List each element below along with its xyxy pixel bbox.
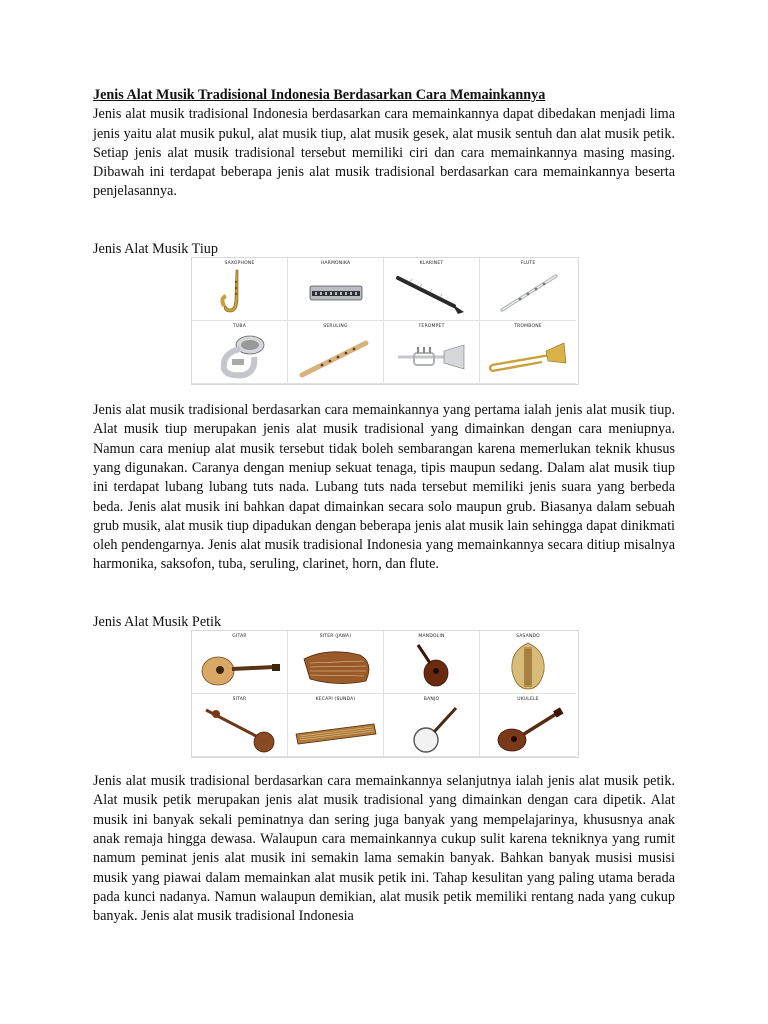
figure-label: SAXOPHONE [224, 261, 255, 267]
figure-cell-gitar [192, 631, 288, 694]
figure-cell-kecapi [288, 694, 384, 757]
trombone-illustration [480, 331, 576, 383]
figure-label: FLUTE [520, 261, 536, 267]
document-title: Jenis Alat Musik Tradisional Indonesia Berdasarkan Cara Memainkannya [93, 87, 546, 103]
figure-cell-sasando [480, 631, 576, 694]
figure-label: MANDOLIN [418, 634, 445, 640]
section-heading-tiup: Jenis Alat Musik Tiup [93, 240, 218, 257]
figure-label: TUBA [232, 324, 246, 330]
figure-label: UKULELE [517, 697, 539, 703]
string-instruments-figure [191, 630, 579, 758]
ukulele-illustration [480, 704, 576, 756]
kecapi-illustration [288, 704, 384, 756]
figure-cell-siter [288, 631, 384, 694]
figure-cell-ukulele [480, 694, 576, 757]
figure-cell-banjo [384, 694, 480, 757]
figure-cell-sitar [192, 694, 288, 757]
figure-label: HARMONIKA [320, 261, 351, 267]
wind-instruments-figure [191, 257, 579, 385]
saxophone-illustration [192, 268, 288, 320]
tiup-paragraph: Jenis alat musik tradisional berdasarkan cara memainkannya yang pertama ialah jenis alat musik tiup. Alat musik tiup merupakan jenis alat musik tradisional yang dimainkan dengan cara meniupnya. Namun cara meniup alat musik tersebut tidak boleh sembarangan karena memerlukan teknik khusus yang digunakan. Caranya dengan meniup sekuat tenaga, tipis maupun sedang. Dalam alat musik tiup ini terdapat lubang lubang tuts nada. Lubang tuts nada tersebut memiliki jenis suara yang berbeda beda. Jenis alat musik ini bahkan dapat dimainkan secara solo maupun grub. Biasanya dalam sebuah grub musik, alat musik tiup dipadukan dengan beberapa jenis alat musik lain sehingga dapat dinikmati oleh pendengarnya. Jenis alat musik tradisional Indonesia yang memainkannya secara ditiup misalnya harmonika, saksofon, tuba, seruling, clarinet, horn, dan flute. [93, 402, 675, 573]
section-heading-petik: Jenis Alat Musik Petik [93, 613, 222, 630]
figure-label: SERULING [323, 324, 348, 330]
siter-illustration [288, 641, 384, 693]
figure-cell-tuba [192, 321, 288, 384]
figure-cell-harmonika [288, 258, 384, 321]
mandolin-illustration [384, 641, 480, 693]
harmonica-illustration [288, 268, 384, 320]
figure-label: KECAPI (SUNDA) [315, 697, 356, 703]
figure-label: TEROMPET [418, 324, 445, 330]
petik-paragraph: Jenis alat musik tradisional berdasarkan cara memainkannya selanjutnya ialah jenis alat musik petik. Alat musik petik merupakan jenis alat musik tradisional yang dimainkan dengan cara dipetik. Alat musik ini banyak sekali peminatnya dan sering juga banyak yang mempelajarinya, khususnya anak anak remaja hingga dewasa. Walaupun cara memainkannya cukup sulit karena tekniknya yang rumit namum peminat jenis alat musik ini semakin lama semakin banyak. Bahkan banyak musisi musisi musik yang piawai dalam memainkan alat musik petik ini. Tahap kesulitan yang paling utama berada pada kunci nadanya. Namun walaupun demikian, alat musik petik memiliki rentang nada yang cukup banyak. Jenis alat musik tradisional Indonesia [93, 773, 675, 925]
figure-cell-saxophone [192, 258, 288, 321]
figure-label: KLARINET [419, 261, 444, 267]
document-page [93, 86, 675, 926]
figure-label: TROMBONE [514, 324, 542, 330]
figure-label: SITAR [232, 697, 247, 703]
figure-label: SITER (JAWA) [319, 634, 352, 640]
figure-label: BANJO [423, 697, 440, 703]
intro-paragraph: Jenis alat musik tradisional Indonesia berdasarkan cara memainkannya dapat dibedakan menjadi lima jenis yaitu alat musik pukul, alat musik tiup, alat musik gesek, alat musik sentuh dan alat musik petik. Setiap jenis alat musik tradisional tersebut memiliki ciri dan cara memainkannya masing masing. Dibawah ini terdapat beberapa jenis alat musik tradisional berdasarkan cara memainkannya beserta penjelasannya. [93, 106, 675, 200]
flute-illustration [480, 268, 576, 320]
trumpet-illustration [384, 331, 480, 383]
guitar-illustration [192, 641, 288, 693]
figure-label: GITAR [232, 634, 247, 640]
clarinet-illustration [384, 268, 480, 320]
figure-cell-klarinet [384, 258, 480, 321]
sitar-illustration [192, 704, 288, 756]
figure-cell-mandolin [384, 631, 480, 694]
tuba-illustration [192, 331, 288, 383]
banjo-illustration [384, 704, 480, 756]
sasando-illustration [480, 641, 576, 693]
figure-cell-terompet [384, 321, 480, 384]
figure-label: SASANDO [516, 634, 540, 640]
figure-cell-trombone [480, 321, 576, 384]
figure-cell-flute [480, 258, 576, 321]
figure-cell-seruling [288, 321, 384, 384]
bamboo-flute-illustration [288, 331, 384, 383]
